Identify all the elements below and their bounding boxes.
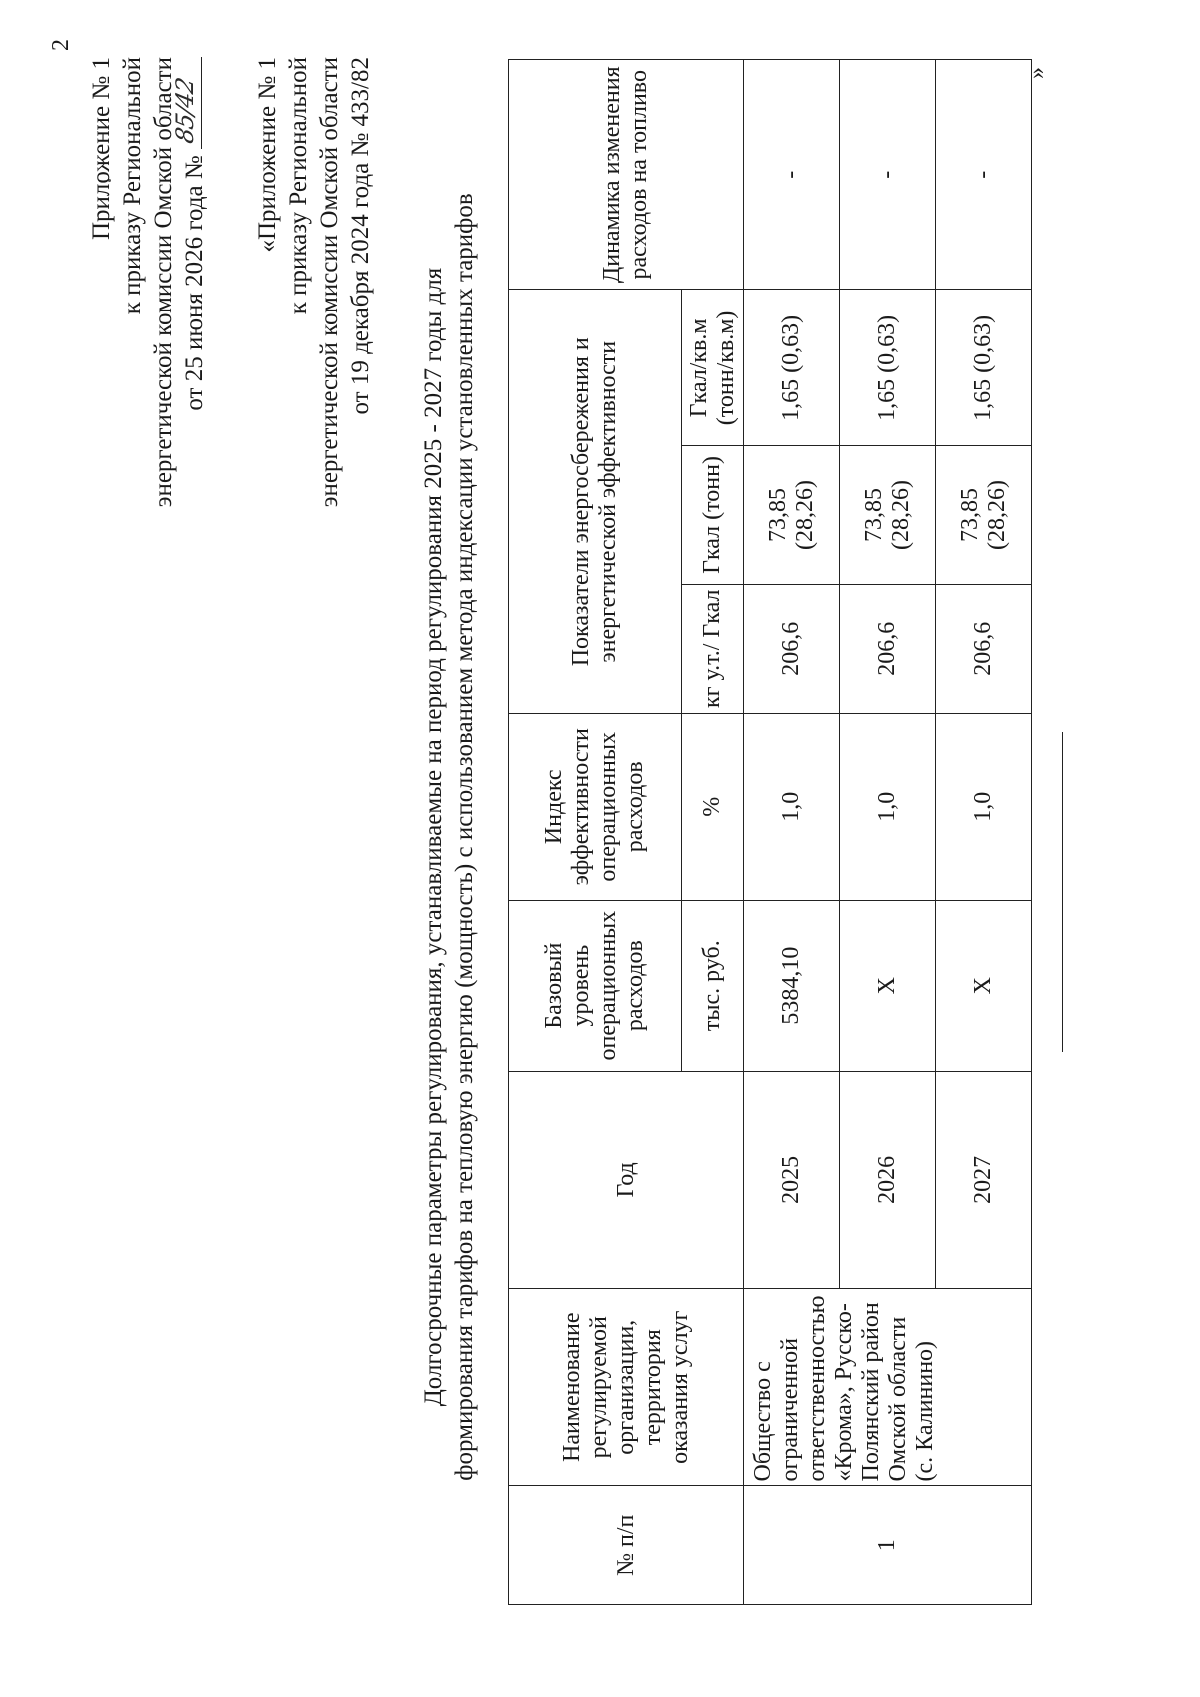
cell-gcal: 73,85 (28,26) (840, 446, 936, 584)
header-base-level: Базовый уровень операционных расходов (509, 900, 682, 1071)
header-num: № п/п (509, 1486, 744, 1605)
cell-efficiency-index: 1,0 (936, 714, 1032, 901)
cell-fuel-dynamics: - (936, 60, 1032, 291)
row-number: 1 (744, 1486, 1032, 1605)
cell-kgut: 206,6 (840, 584, 936, 713)
cell-efficiency-index: 1,0 (840, 714, 936, 901)
unit-base-level: тыс. руб. (682, 900, 744, 1071)
cell-gcal-sqm: 1,65 (0,63) (744, 290, 840, 446)
header-fuel-dynamics: Динамика изменения расходов на топливо (509, 60, 744, 291)
title-line: Долгосрочные параметры регулирования, устанавливаемые на период регулирования 2025 - 2027 годы для (420, 267, 447, 1407)
appendix-header (86, 57, 210, 917)
end-rule (1062, 732, 1063, 1052)
header-efficiency-index: Индекс эффективности операционных расходов (509, 714, 682, 901)
cell-gcal: 73,85 (28,26) (936, 446, 1032, 584)
cell-fuel-dynamics: - (744, 60, 840, 291)
appendix-line: энергетической комиссии Омской области (316, 57, 343, 508)
cell-year: 2025 (744, 1071, 840, 1288)
organization-name: Общество с ограниченной ответственностью «Крома», Русско-Полянский район Омской области (с. Калинино) (744, 1289, 1032, 1487)
appendix-date-line (171, 57, 210, 917)
unit-gcal: Гкал (тонн) (682, 446, 744, 584)
appendix-line: Приложение № 1 (88, 57, 115, 241)
unit-gcal-sqm: Гкал/кв.м (тонн/кв.м) (682, 290, 744, 446)
cell-base-level: X (936, 900, 1032, 1071)
cell-base-level: X (840, 900, 936, 1071)
document-title (418, 57, 480, 1617)
appendix-line: от 19 декабря 2024 года № 433/82 (347, 57, 374, 415)
page-number: 2 (48, 39, 74, 51)
previous-appendix-header (252, 57, 376, 997)
handwritten-order-number: 85/42 (171, 75, 199, 146)
header-org: Наименование регулируемой организации, территория оказания услуг (509, 1289, 744, 1487)
unit-efficiency-index: % (682, 714, 744, 901)
order-number-field (171, 57, 202, 149)
cell-efficiency-index: 1,0 (744, 714, 840, 901)
cell-gcal-sqm: 1,65 (0,63) (936, 290, 1032, 446)
title-line: формирования тарифов на тепловую энергию (мощность) с использованием метода индексации установленных тарифов (451, 193, 478, 1481)
appendix-line: энергетической комиссии Омской области (150, 57, 177, 508)
header-year: Год (509, 1071, 744, 1288)
appendix-line: к приказу Региональной (119, 57, 146, 315)
cell-kgut: 206,6 (744, 584, 840, 713)
header-row (509, 60, 682, 1605)
cell-kgut: 206,6 (936, 584, 1032, 713)
regulation-parameters-table (508, 59, 1032, 1605)
cell-fuel-dynamics: - (840, 60, 936, 291)
table-row (744, 60, 840, 1605)
header-energy-indicators: Показатели энергосбережения и энергетической эффективности (509, 290, 682, 714)
appendix-line: к приказу Региональной (285, 57, 312, 315)
appendix-line: «Приложение № 1 (254, 57, 281, 253)
cell-base-level: 5384,10 (744, 900, 840, 1071)
closing-quote: » (1024, 67, 1050, 79)
appendix-date: от 25 июня 2026 года № (181, 155, 208, 411)
cell-gcal: 73,85 (28,26) (744, 446, 840, 584)
unit-kgut: кг у.т./ Гкал (682, 584, 744, 713)
cell-year: 2026 (840, 1071, 936, 1288)
cell-year: 2027 (936, 1071, 1032, 1288)
cell-gcal-sqm: 1,65 (0,63) (840, 290, 936, 446)
